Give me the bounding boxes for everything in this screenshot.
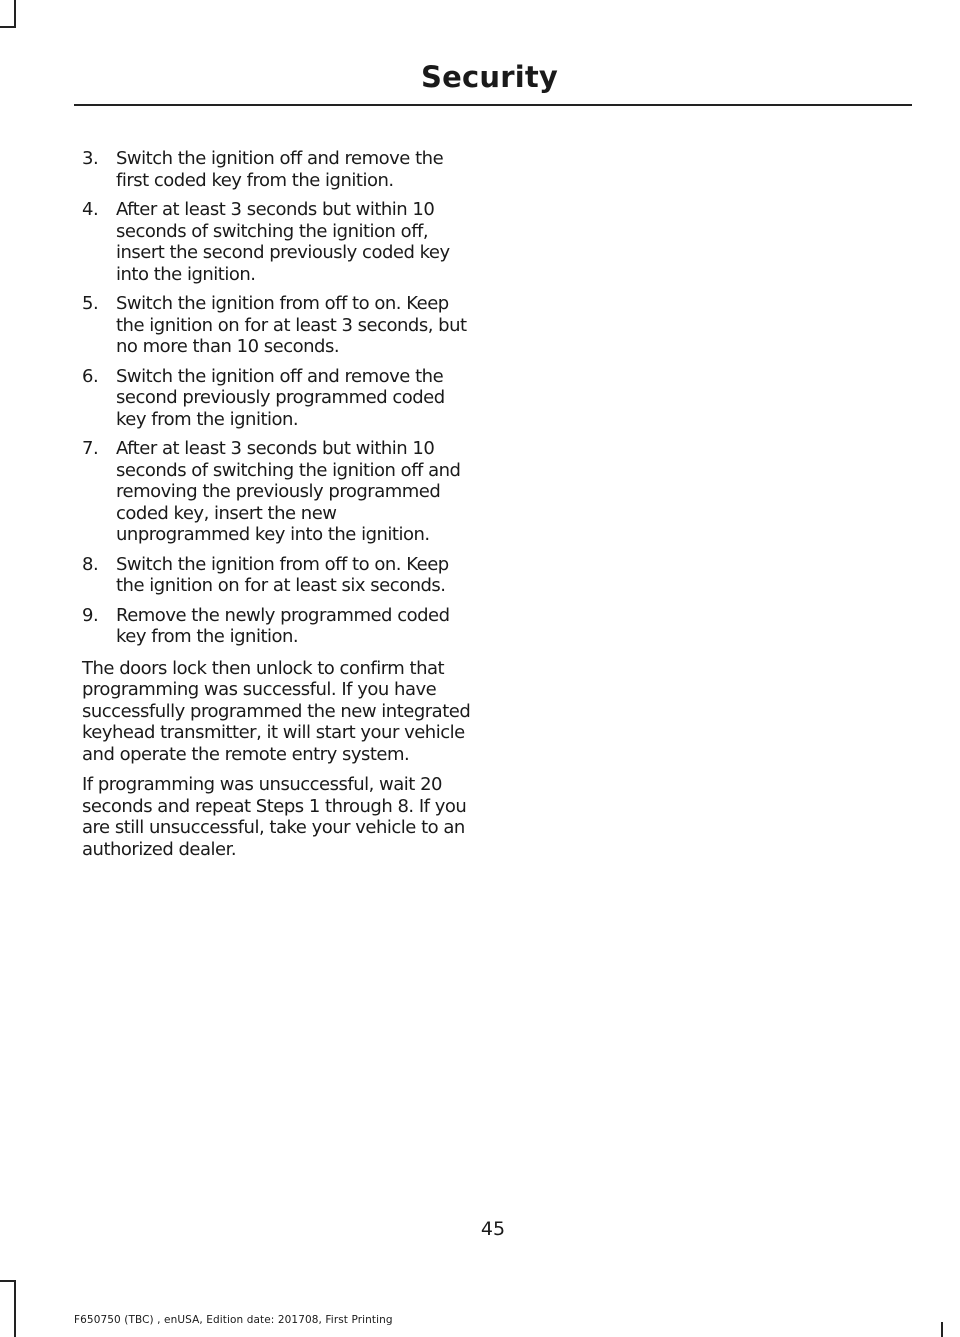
crop-mark-top-left-horizontal xyxy=(0,26,16,28)
steps-list xyxy=(82,148,474,648)
step-text: Switch the ignition off and remove the first coded key from the ignition. xyxy=(116,148,444,191)
list-item xyxy=(82,199,474,285)
list-item xyxy=(82,148,474,191)
step-text: After at least 3 seconds but within 10 seconds of switching the ignition off, insert the second previously coded key into the ignition. xyxy=(116,199,450,285)
list-item xyxy=(82,605,474,648)
list-item xyxy=(82,293,474,358)
crop-mark-bottom-left-vertical xyxy=(14,1280,16,1337)
crop-mark-top-left-vertical xyxy=(14,0,16,28)
header-rule xyxy=(74,104,912,106)
list-item xyxy=(82,366,474,431)
step-text: After at least 3 seconds but within 10 seconds of switching the ignition off and removing the previously programmed coded key, insert the new unprogrammed key into the ignition. xyxy=(116,438,461,545)
crop-mark-bottom-right xyxy=(941,1322,943,1337)
step-number: 6. xyxy=(82,365,99,387)
step-number: 7. xyxy=(82,438,99,459)
confirmation-paragraph: The doors lock then unlock to confirm that programming was successful. If you have successfully programmed the new integrated keyhead transmitter, it will start your vehicle and operate the remote entry system. xyxy=(82,657,471,765)
main-content xyxy=(82,148,474,860)
step-number: 8. xyxy=(82,553,99,575)
list-item xyxy=(82,438,474,546)
list-item xyxy=(82,554,474,597)
footer-edition-info: F650750 (TBC) , enUSA, Edition date: 201708, First Printing xyxy=(74,1314,393,1326)
step-number: 9. xyxy=(82,604,99,626)
step-number: 5. xyxy=(82,293,99,314)
step-number: 4. xyxy=(82,199,99,220)
unsuccessful-paragraph: If programming was unsuccessful, wait 20 seconds and repeat Steps 1 through 8. If you are still unsuccessful, take your vehicle to an authorized dealer. xyxy=(82,774,467,860)
step-text: Switch the ignition from off to on. Keep the ignition on for at least six seconds. xyxy=(116,553,449,596)
page-title: Security xyxy=(421,60,558,94)
step-number: 3. xyxy=(82,148,99,169)
step-text: Switch the ignition from off to on. Keep the ignition on for at least 3 seconds, but no more than 10 seconds. xyxy=(116,293,467,357)
step-text: Remove the newly programmed coded key from the ignition. xyxy=(116,604,450,647)
step-text: Switch the ignition off and remove the second previously programmed coded key from the ignition. xyxy=(116,365,445,430)
page-number: 45 xyxy=(480,1218,506,1240)
crop-mark-bottom-left-horizontal xyxy=(0,1280,16,1282)
